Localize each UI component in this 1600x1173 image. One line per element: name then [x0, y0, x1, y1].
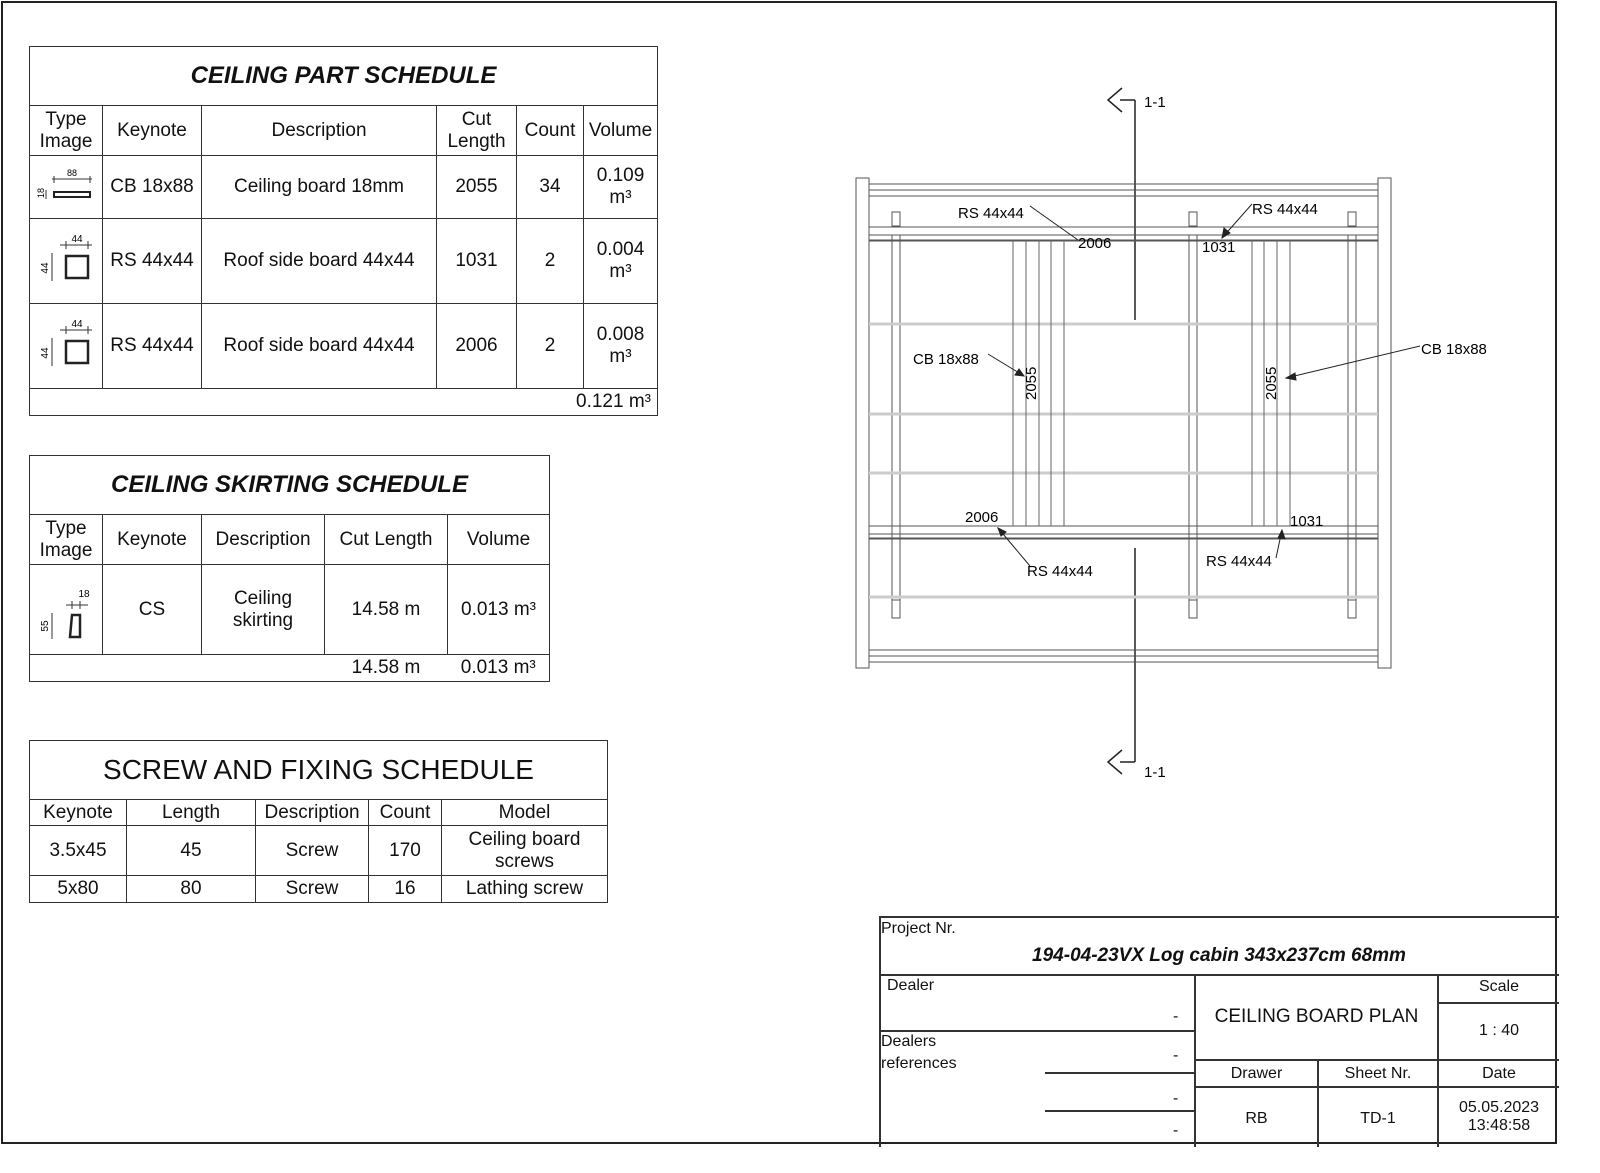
table-row: [30, 565, 550, 655]
drawer-value: RB: [1245, 1110, 1268, 1127]
model-cell: Lathing screw: [442, 876, 608, 903]
scale-label: Scale: [1478, 978, 1520, 995]
scale-value: 1 : 40: [1478, 1022, 1520, 1039]
ceiling-part-schedule: [29, 46, 658, 416]
plan-title: CEILING BOARD PLAN: [1214, 1006, 1419, 1027]
total-volume: 0.013 m³: [448, 655, 550, 682]
dim-label: 44: [40, 347, 51, 359]
dealer-label: Dealer: [887, 977, 935, 994]
label-rs-bottom-left-length: 2006: [965, 509, 999, 526]
ceiling-board-plan-drawing: [840, 70, 1540, 790]
ref-value-1: -: [1173, 1047, 1179, 1064]
dealer-value: -: [1173, 1008, 1179, 1025]
description-cell: Screw: [256, 826, 369, 876]
label-rs-top-left-length: 2006: [1078, 235, 1112, 252]
date-value: 05.05.2023: [1458, 1099, 1540, 1116]
keynote-cell: RS 44x44: [103, 219, 202, 304]
total-spacer: [30, 655, 325, 682]
ceiling-skirting-schedule: [29, 455, 550, 682]
count-cell: 2: [517, 219, 584, 304]
label-rs-bottom-right: RS 44x44: [1206, 553, 1272, 570]
table-row: [30, 826, 608, 876]
keynote-cell: CB 18x88: [103, 156, 202, 219]
header-keynote: Keynote: [103, 106, 202, 156]
keynote-cell: 5x80: [30, 876, 127, 903]
ceiling-boards: [1013, 240, 1290, 526]
dim-label: 55: [40, 619, 51, 632]
header-description: Description: [256, 800, 369, 826]
type-image-cell: [30, 304, 103, 389]
table-row: [30, 304, 658, 389]
description-cell: Ceiling skirting: [202, 565, 325, 655]
sheet-value: TD-1: [1360, 1110, 1396, 1127]
count-cell: 2: [517, 304, 584, 389]
type-image-cell: [30, 156, 103, 219]
label-rs-bottom-left: RS 44x44: [1027, 563, 1093, 580]
project-label: Project Nr.: [881, 920, 956, 937]
roof-side-board-profile-icon: [34, 231, 98, 291]
section-marker-top: [1108, 88, 1135, 320]
count-cell: 34: [517, 156, 584, 219]
total-volume: 0.121 m³: [30, 389, 658, 416]
description-cell: Roof side board 44x44: [202, 219, 437, 304]
dealers-references-label: Dealers references: [881, 1033, 957, 1072]
header-keynote: Keynote: [30, 800, 127, 826]
dim-label: 88: [66, 168, 78, 178]
dim-label: 18: [78, 588, 90, 600]
header-volume: Volume: [448, 515, 550, 565]
volume-cell: 0.008 m³: [584, 304, 658, 389]
date-label: Date: [1482, 1065, 1516, 1082]
sheet-label: Sheet Nr.: [1344, 1065, 1412, 1082]
dim-label: 44: [71, 319, 83, 330]
header-count: Count: [369, 800, 442, 826]
header-keynote: Keynote: [103, 515, 202, 565]
screw-fixing-schedule: [29, 740, 608, 903]
table-row: [30, 876, 608, 903]
section-label-bottom: 1-1: [1144, 764, 1166, 781]
header-length: Length: [127, 800, 256, 826]
ref-value-3: -: [1173, 1122, 1179, 1139]
label-cb-left-length: 2055: [1023, 366, 1040, 400]
dim-label: 44: [71, 234, 83, 245]
volume-cell: 0.013 m³: [448, 565, 550, 655]
label-cb-left: CB 18x88: [913, 351, 979, 368]
ref-value-2: -: [1173, 1090, 1179, 1107]
section-label-top: 1-1: [1144, 94, 1166, 111]
keynote-cell: RS 44x44: [103, 304, 202, 389]
header-type-image: Type Image: [30, 515, 103, 565]
dim-label: 18: [36, 187, 46, 199]
table-row: [30, 219, 658, 304]
drawer-label: Drawer: [1230, 1065, 1283, 1082]
description-cell: Screw: [256, 876, 369, 903]
title-block: [879, 916, 1559, 1147]
type-image-cell: [30, 565, 103, 655]
volume-cell: 0.004 m³: [584, 219, 658, 304]
leaders: [988, 204, 1420, 566]
cut-length-cell: 2055: [437, 156, 517, 219]
header-count: Count: [517, 106, 584, 156]
type-image-cell: [30, 219, 103, 304]
ceiling-skirting-profile-icon: [34, 575, 98, 645]
length-cell: 45: [127, 826, 256, 876]
header-description: Description: [202, 106, 437, 156]
description-cell: Roof side board 44x44: [202, 304, 437, 389]
header-description: Description: [202, 515, 325, 565]
ceiling-board-profile-icon: [34, 167, 98, 207]
label-rs-bottom-right-length: 1031: [1290, 513, 1324, 530]
table-row: [30, 156, 658, 219]
plan-structure: [856, 178, 1391, 668]
keynote-cell: 3.5x45: [30, 826, 127, 876]
label-cb-right: CB 18x88: [1421, 341, 1487, 358]
roof-side-board-profile-icon: [34, 316, 98, 376]
header-volume: Volume: [584, 106, 658, 156]
header-type-image: Type Image: [30, 106, 103, 156]
description-cell: Ceiling board 18mm: [202, 156, 437, 219]
cut-length-cell: 1031: [437, 219, 517, 304]
project-value: 194-04-23VX Log cabin 343x237cm 68mm: [1032, 945, 1406, 966]
count-cell: 16: [369, 876, 442, 903]
model-cell: Ceiling board screws: [442, 826, 608, 876]
label-rs-top-right: RS 44x44: [1252, 201, 1318, 218]
volume-cell: 0.109 m³: [584, 156, 658, 219]
label-rs-top-right-length: 1031: [1202, 239, 1236, 256]
keynote-cell: CS: [103, 565, 202, 655]
label-cb-right-length: 2055: [1263, 366, 1280, 400]
header-cut-length: Cut Length: [325, 515, 448, 565]
cut-length-cell: 14.58 m: [325, 565, 448, 655]
ceiling-part-schedule-title: CEILING PART SCHEDULE: [30, 47, 658, 106]
header-cut-length: Cut Length: [437, 106, 517, 156]
count-cell: 170: [369, 826, 442, 876]
screw-fixing-schedule-title: SCREW AND FIXING SCHEDULE: [30, 741, 608, 800]
total-cut-length: 14.58 m: [325, 655, 448, 682]
label-rs-top-left: RS 44x44: [958, 205, 1024, 222]
ceiling-skirting-schedule-title: CEILING SKIRTING SCHEDULE: [30, 456, 550, 515]
length-cell: 80: [127, 876, 256, 903]
section-marker-bottom: [1108, 548, 1135, 774]
cut-length-cell: 2006: [437, 304, 517, 389]
time-value: 13:48:58: [1467, 1117, 1531, 1134]
dim-label: 44: [40, 262, 51, 274]
header-model: Model: [442, 800, 608, 826]
